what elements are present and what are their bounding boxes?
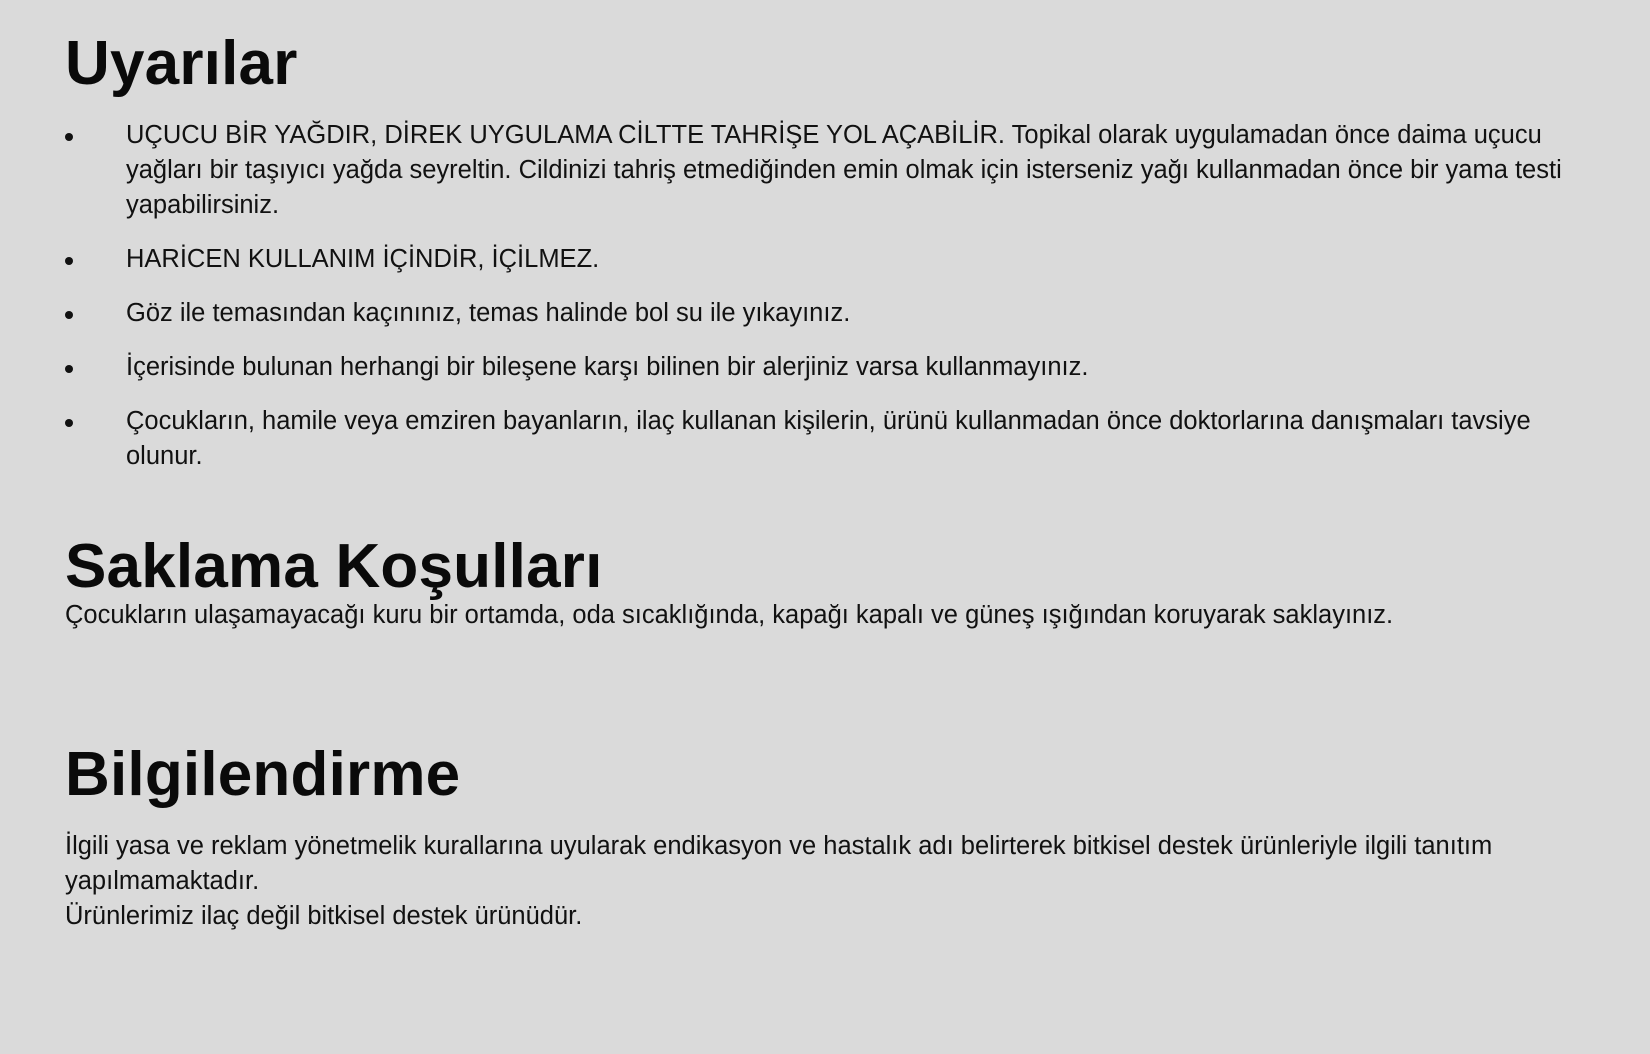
info-line-product: Ürünlerimiz ilaç değil bitkisel destek ürünüdür. <box>65 902 583 930</box>
warning-item <box>65 350 1595 385</box>
storage-heading: Saklama Koşulları <box>65 532 603 601</box>
storage-text: Çocukların ulaşamayacağı kuru bir ortamda, oda sıcaklığında, kapağı kapalı ve güneş ışığından koruyarak saklayınız. <box>65 601 1394 629</box>
warning-item <box>65 296 1595 331</box>
product-info-content <box>65 0 1595 934</box>
warnings-heading: Uyarılar <box>65 29 298 98</box>
bullet-icon <box>65 133 73 141</box>
bullet-icon <box>65 257 73 265</box>
warning-item <box>65 404 1595 474</box>
warnings-list <box>65 118 1595 474</box>
warning-item <box>65 118 1595 223</box>
info-line-legal: İlgili yasa ve reklam yönetmelik kurallarına uyularak endikasyon ve hastalık adı belirterek bitkisel destek ürünleriyle ilgili tanıtım yapılmamaktadır. <box>65 832 1493 895</box>
bullet-icon <box>65 365 73 373</box>
warning-text: Çocukların, hamile veya emziren bayanların, ilaç kullanan kişilerin, ürünü kullanmadan önce doktorlarına danışmaları tavsiye olunur. <box>126 407 1531 470</box>
bullet-icon <box>65 311 73 319</box>
warning-text: HARİCEN KULLANIM İÇİNDİR, İÇİLMEZ. <box>126 245 600 273</box>
info-paragraph <box>65 829 1595 934</box>
info-heading: Bilgilendirme <box>65 740 461 809</box>
warning-text: Göz ile temasından kaçınınız, temas halinde bol su ile yıkayınız. <box>126 299 851 327</box>
bullet-icon <box>65 419 73 427</box>
warning-text: UÇUCU BİR YAĞDIR, DİREK UYGULAMA CİLTTE TAHRİŞE YOL AÇABİLİR. Topikal olarak uygulamadan önce daima uçucu yağları bir taşıyıcı yağda seyreltin. Cildinizi tahriş etmediğinden emin olmak için isterseniz yağı kullanmadan önce bir yama testi yapabilirsiniz. <box>126 121 1562 219</box>
warning-item <box>65 242 1595 277</box>
warning-text: İçerisinde bulunan herhangi bir bileşene karşı bilinen bir alerjiniz varsa kullanmayınız. <box>126 353 1089 381</box>
